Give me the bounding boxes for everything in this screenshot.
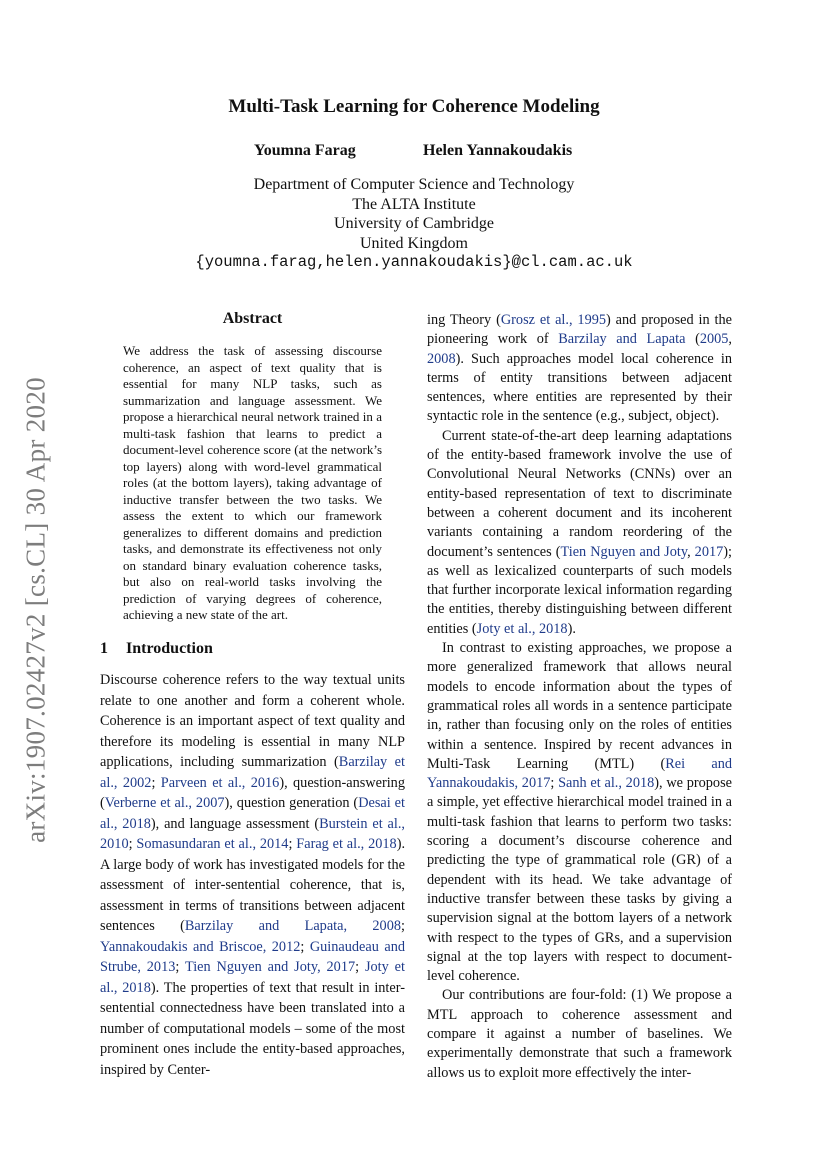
citation-link[interactable]: 2008 [427,350,456,367]
citation-link[interactable]: Guinaudeau and Strube, 2013 [100,938,405,975]
text-run: ) and proposed in the pioneering work of [427,312,732,348]
section-heading [100,640,213,658]
affiliation-university: University of Cambridge [334,215,494,233]
citation-link[interactable]: Rei and Yannakoudakis, 2017 [427,755,732,792]
text-run: ing Theory ( [427,312,501,328]
text-run: , [728,331,732,348]
citation-link[interactable]: Burstein et al., 2010 [100,815,406,852]
author-name: Helen Yannakoudakis [423,142,573,159]
citation-link[interactable]: Grosz et al., 1995 [500,312,607,328]
affiliation [0,175,828,273]
citation-link[interactable]: 2005 [699,331,729,348]
text-run: ), and language assessment ( [150,815,320,832]
affiliation-country: United Kingdom [360,234,468,252]
citation-link[interactable]: Tien Nguyen and Joty, 2017 [184,959,356,975]
citation-link[interactable]: Verberne et al., 2007 [104,795,225,811]
intro-paragraph [427,311,732,427]
intro-left-column [100,670,405,1080]
text-run: ); as well as lexicalized counterparts of such models that further incorporate lexical information regarding the entities, thereby distinguishing between different entities ( [427,543,732,637]
section-number: 1 [100,640,108,657]
arxiv-stamp-text: arXiv:1907.02427v2 [cs.CL] 30 Apr 2020 [20,377,51,843]
citation-link[interactable]: Barzilay and Lapata, 2008 [184,918,401,934]
intro-right-column [427,311,732,1083]
abstract-text: We address the task of assessing discourse coherence, an aspect of text quality that is essential for many NLP tasks, such as summarization and language assessment. We propose a hierarchical neural network trained in a multi-task fashion that learns to predict a document-level coherence score (at the network’s top layers) along with word-level grammatical roles (at the bottom layers), taking advantage of inductive transfer between the two tasks. We assess the extent to which our framework generalizes to different domains and prediction tasks, and demonstrate its effectiveness not only on standard binary evaluation coherence tasks, but also on real-world tasks involving the prediction of varying degrees of coherence, achieving a new state of the art. [123,343,382,622]
citation-link[interactable]: Joty et al., 2018 [100,959,405,996]
text-run: ; [128,836,137,852]
citation-link[interactable]: Parveen et al., 2016 [160,774,280,791]
text-run: ). The properties of text that result in inter-sentential connectedness have been translated into a number of computational models – some of the most prominent ones include the entity-based approaches, inspired by Center- [100,979,405,1078]
citation-link[interactable]: Sanh et al., 2018 [558,775,655,792]
text-run: ; [300,938,310,955]
citation-link[interactable]: Tien Nguyen and Joty [560,543,688,560]
text-run: ; [288,836,297,852]
affiliation-department: Department of Computer Science and Technology [253,176,575,193]
intro-paragraph [100,670,405,1080]
text-run: In contrast to existing approaches, we propose a more generalized framework that allows neural models to encode information about the types of grammatical roles all words in a sentence participate in, rather than focusing only on the roles of entities within a sentence. Inspired by recent advances in Multi-Task Learning (MTL) ( [427,640,732,772]
text-run: ), question generation ( [224,795,359,811]
abstract-heading: Abstract [222,310,283,327]
citation-link[interactable]: Farag et al., 2018 [296,836,397,852]
section-title: Introduction [126,640,213,657]
text-run: ), question-answering ( [100,774,405,811]
citation-link[interactable]: Barzilay et al., 2002 [100,754,405,791]
text-run: ; [175,959,185,975]
citation-link[interactable]: Joty et al., 2018 [476,620,568,637]
text-run: , [687,543,695,560]
text-run: ; [401,918,405,934]
text-run: ; [550,775,559,792]
text-run: ; [151,774,161,791]
text-run: Current state-of-the-art deep learning adaptations of the entity-based framework involve the use of Convolutional Neural Networks (CNNs) over an entity-based representation of text to discriminate between a coherent document and its incoherent variants containing a random reordering of the document’s sentences ( [427,427,732,560]
text-run: ). A large body of work has investigated models for the assessment of inter-sentential coherence, that is, assessment in terms of transitions between adjacent sentences ( [100,836,406,934]
author-email: {youmna.farag,helen.yannakoudakis}@cl.cam.ac.uk [195,253,633,272]
text-run: ( [685,331,700,348]
citation-link[interactable]: Desai et al., 2018 [100,795,405,832]
arxiv-stamp [10,360,62,860]
citation-link[interactable]: Somasundaran et al., 2014 [136,836,289,852]
text-run: Our contributions are four-fold: (1) We propose a MTL approach to coherence assessment and compare it against a number of baselines. We experimentally demonstrate that such a framework allows us to exploit more effectively the inter- [427,987,732,1081]
intro-paragraph [427,427,732,639]
intro-paragraph [427,986,732,1082]
paper-title: Multi-Task Learning for Coherence Modeling [228,96,600,117]
affiliation-institute: The ALTA Institute [352,195,476,213]
citation-link[interactable]: 2017 [694,543,724,560]
text-run: ; [355,959,365,975]
citation-link[interactable]: Yannakoudakis and Briscoe, 2012 [100,938,301,955]
intro-paragraph [427,639,732,986]
text-run: ), we propose a simple, yet effective hierarchical model trained in a multi-task fashion that learns to perform two tasks: scoring a document’s discourse coherence and predicting the type of grammatical role (GR) of a dependent with its head. We take advantage of inductive transfer between these tasks by giving a supervision signal at the bottom layers of a network with respect to the types of GRs, and a supervision signal at the top layers with respect to document-level coherence. [427,775,732,985]
text-run: Discourse coherence refers to the way textual units relate to one another and form a coherent whole. Coherence is an important aspect of text quality and therefore its modeling is essential in many NLP applications, including summarization ( [100,672,405,770]
text-run: ). [567,620,576,637]
citation-link[interactable]: Barzilay and Lapata [558,331,686,348]
text-run: ). Such approaches model local coherence in terms of entity transitions between adjacent sentences, where entities are represented by their syntactic role in the sentence (e.g., subject, object). [427,350,732,425]
author-name: Youmna Farag [254,142,356,159]
